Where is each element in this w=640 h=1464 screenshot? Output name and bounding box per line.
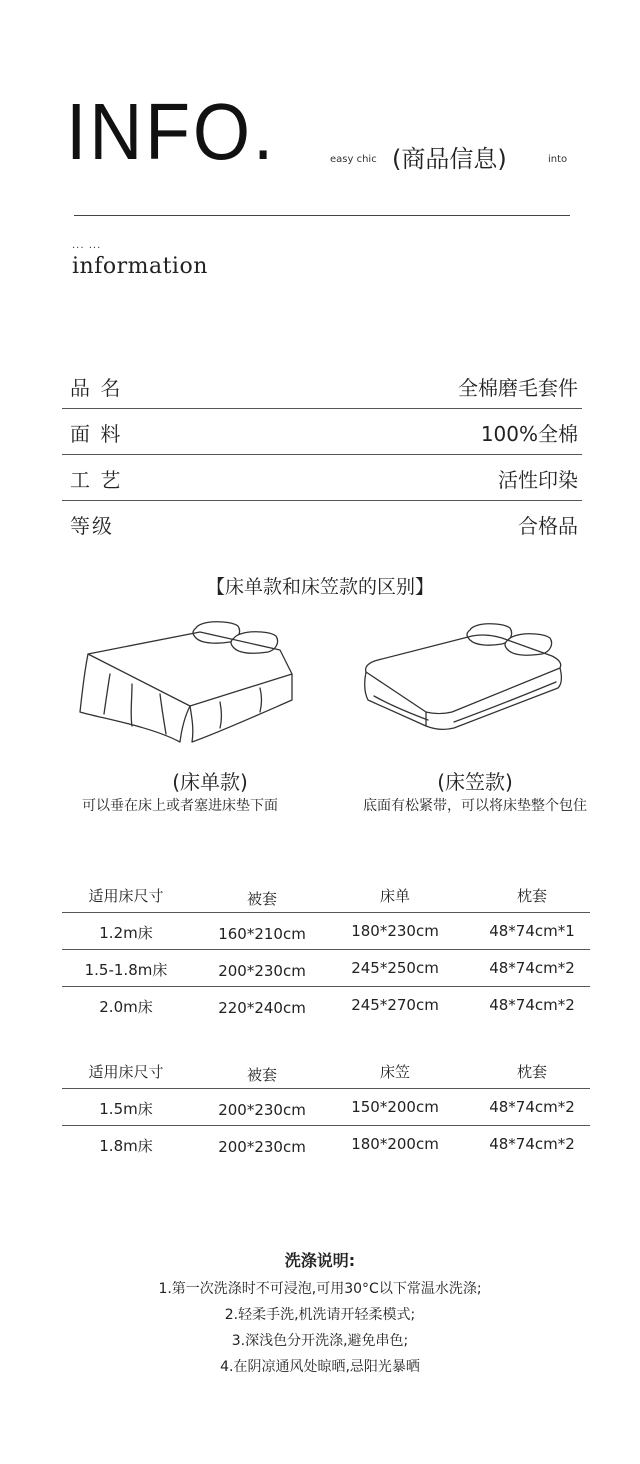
table-header-cell: 床单 bbox=[379, 887, 410, 905]
flat-sheet-size-table bbox=[62, 876, 590, 1023]
fitted-sheet-size-table bbox=[62, 1052, 590, 1162]
flat-sheet-description: 可以垂在床上或者塞进床垫下面 bbox=[82, 798, 278, 814]
information-label: information bbox=[72, 254, 208, 279]
info-key: 等级 bbox=[70, 514, 114, 538]
table-cell: 1.5m床 bbox=[99, 1100, 153, 1118]
table-cell: 180*230cm bbox=[351, 922, 439, 940]
table-cell: 1.2m床 bbox=[99, 924, 153, 942]
table-cell: 48*74cm*2 bbox=[489, 996, 575, 1014]
wash-instructions-title: 洗涤说明: bbox=[284, 1251, 356, 1270]
table-row bbox=[62, 1126, 590, 1162]
table-row bbox=[62, 950, 590, 987]
into-text: into bbox=[548, 154, 568, 165]
table-header-cell: 枕套 bbox=[516, 1063, 547, 1081]
info-row-fabric bbox=[62, 408, 582, 455]
table-header-cell: 被套 bbox=[246, 1066, 277, 1084]
table-cell: 200*230cm bbox=[218, 1101, 306, 1119]
table-row bbox=[62, 987, 590, 1023]
info-key: 品 名 bbox=[70, 376, 123, 400]
ellipsis-dots: ... ... bbox=[72, 240, 102, 251]
table-header-cell: 适用床尺寸 bbox=[88, 1063, 164, 1081]
table-cell: 1.8m床 bbox=[99, 1137, 153, 1155]
fitted-sheet-description: 底面有松紧带，可以将床垫整个包住 bbox=[363, 798, 587, 814]
flat-sheet-caption: (床单款) bbox=[172, 770, 248, 794]
info-value: 全棉磨毛套件 bbox=[458, 376, 578, 400]
table-cell: 200*230cm bbox=[218, 1138, 306, 1156]
difference-title: 【床单款和床笠款的区别】 bbox=[205, 576, 434, 598]
fitted-sheet-caption: (床笠款) bbox=[437, 770, 513, 794]
easy-chic-text: easy chic bbox=[330, 154, 377, 165]
fitted-sheet-bed-illustration bbox=[352, 616, 572, 746]
table-cell: 48*74cm*2 bbox=[489, 1135, 575, 1153]
info-key: 工 艺 bbox=[70, 468, 123, 492]
table-cell: 245*250cm bbox=[351, 959, 439, 977]
table-header-row bbox=[62, 1052, 590, 1089]
table-cell: 48*74cm*1 bbox=[489, 922, 575, 940]
table-cell: 220*240cm bbox=[218, 999, 306, 1017]
table-cell: 48*74cm*2 bbox=[489, 1098, 575, 1116]
table-header-cell: 枕套 bbox=[516, 887, 547, 905]
wash-instruction-line: 2.轻柔手洗,机洗请开轻柔模式; bbox=[224, 1307, 416, 1323]
info-value: 合格品 bbox=[518, 514, 578, 538]
table-cell: 150*200cm bbox=[351, 1098, 439, 1116]
info-row-name bbox=[62, 362, 582, 409]
table-cell: 1.5-1.8m床 bbox=[84, 961, 168, 979]
table-cell: 48*74cm*2 bbox=[489, 959, 575, 977]
table-cell: 200*230cm bbox=[218, 962, 306, 980]
info-value: 活性印染 bbox=[498, 468, 578, 492]
table-row bbox=[62, 1089, 590, 1126]
wash-instruction-line: 1.第一次洗涤时不可浸泡,可用30°C以下常温水洗涤; bbox=[158, 1281, 482, 1297]
table-header-cell: 适用床尺寸 bbox=[88, 887, 164, 905]
table-cell: 2.0m床 bbox=[99, 998, 153, 1016]
header-divider bbox=[74, 215, 570, 216]
table-row bbox=[62, 913, 590, 950]
table-cell: 180*200cm bbox=[351, 1135, 439, 1153]
table-cell: 160*210cm bbox=[218, 925, 306, 943]
table-header-cell: 床笠 bbox=[379, 1063, 410, 1081]
table-header-row bbox=[62, 876, 590, 913]
info-value: 100%全棉 bbox=[480, 422, 578, 446]
info-title: INFO. bbox=[66, 87, 277, 176]
product-info-heading: (商品信息) bbox=[392, 145, 507, 173]
wash-instruction-line: 4.在阴凉通风处晾晒,忌阳光暴晒 bbox=[220, 1359, 420, 1375]
table-cell: 245*270cm bbox=[351, 996, 439, 1014]
wash-instruction-line: 3.深浅色分开洗涤,避免串色; bbox=[231, 1333, 409, 1349]
table-header-cell: 被套 bbox=[246, 890, 277, 908]
info-key: 面 料 bbox=[70, 422, 123, 446]
flat-sheet-bed-illustration bbox=[70, 614, 310, 754]
info-row-craft bbox=[62, 454, 582, 501]
info-row-grade bbox=[62, 500, 582, 546]
